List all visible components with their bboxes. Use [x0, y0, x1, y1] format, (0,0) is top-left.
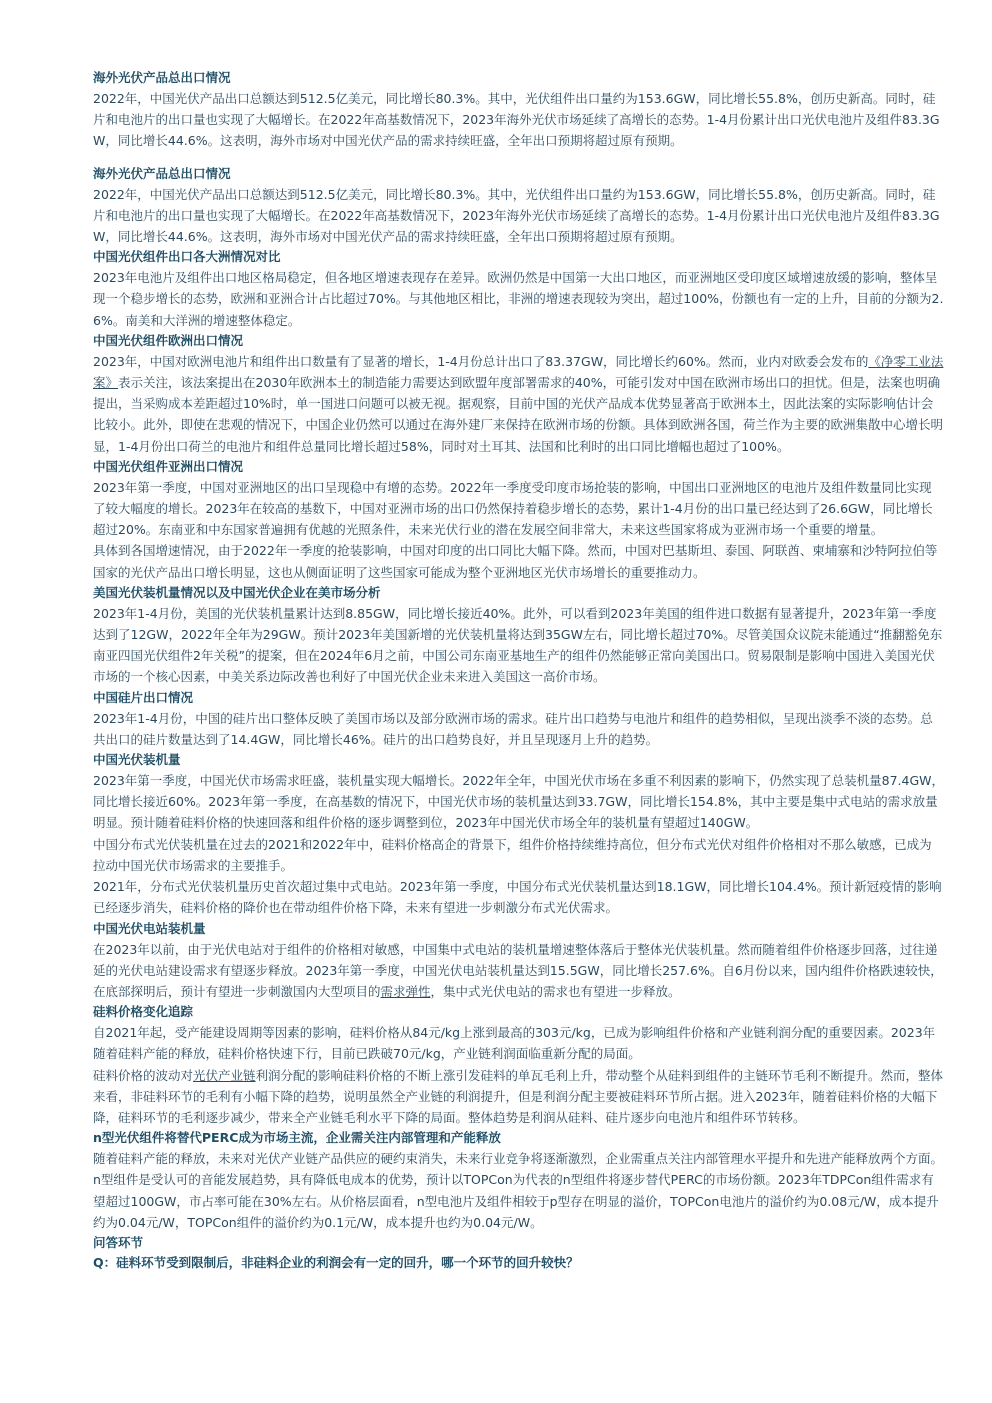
question: Q：硅料环节受到限制后，非硅料企业的利润会有一定的回升，哪一个环节的回升较快？: [93, 1254, 579, 1270]
paragraph: 2023年第一季度，中国对亚洲地区的出口呈现稳中有增的态势。2022年一季度受印度市场抢装的影响，中国出口亚洲地区的电池片及组件数量同比实现了较大幅度的增长。2023年在较高的基数下，中国对亚洲市场的出口仍然保持着稳步增长的态势，累计1-4月份的出口量已经达到了26.6GW，同比增长超过20%。东南亚和中东国家普遍拥有优越的光照条件，未来光伏行业的潜在发展空间非常大，未来这些国家将成为亚洲市场一个重要的增量。: [93, 479, 933, 538]
paragraph: 2022年，中国光伏产品出口总额达到512.5亿美元，同比增长80.3%。其中，光伏组件出口量约为153.6GW，同比增长55.8%，创历史新高。同时，硅片和电池片的出口量也实现了大幅增长。在2022年高基数情况下，2023年海外光伏市场延续了高增长的态势。1-4月份累计出口光伏电池片及组件83.3GW，同比增长44.6%。这表明，海外市场对中国光伏产品的需求持续旺盛，全年出口预期将超过原有预期。: [93, 91, 940, 149]
section-title: 海外光伏产品总出口情况: [93, 70, 231, 85]
section-wafer-export: [93, 688, 944, 750]
paragraph: 自2021年起，受产能建设周期等因素的影响，硅料价格从84元/kg上涨到最高的303元/kg，已成为影响组件价格和产业链利润分配的重要因素。2023年随着硅料产能的释放，硅料价格快速下行，目前已跌破70元/kg，产业链利润面临重新分配的局面。: [93, 1025, 936, 1062]
section-title: 中国光伏组件亚洲出口情况: [93, 458, 244, 474]
paragraph: [93, 1065, 944, 1129]
paragraph: 2023年第一季度，中国光伏市场需求旺盛，装机量实现大幅增长。2022年全年，中国光伏市场在多重不利因素的影响下，仍然实现了总装机量87.4GW，同比增长接近60%。2023年第一季度，在高基数的情况下，中国光伏市场的装机量达到33.7GW，同比增长154.8%，其中主要是集中式电站的需求放量明显。预计随着硅料价格的快速回落和组件价格的逐步调整到位，2023年中国光伏市场全年的装机量有望超过140GW。: [93, 773, 945, 831]
section-us-market: [93, 583, 944, 688]
section-polysilicon-price: [93, 1002, 944, 1128]
section-n-type-modules: [93, 1128, 944, 1233]
text-run: 硅料价格的波动对: [93, 1067, 194, 1083]
section-power-station: [93, 919, 944, 1003]
text-run: 利润分配的影响硅料价格的不断上涨引发硅料的单瓦毛利上升，带动整个从硅料到组件的主链环节毛利不断提升。然而，整体来看，非硅料环节的毛利有小幅下降的趋势，说明虽然全产业链的利润提升，但是利润分配主要被硅料环节所占据。进入2023年，随着硅料价格的大幅下降，硅料环节的毛利逐步减少，带来全产业链毛利水平下降的局面。整体趋势是利润从硅料、硅片逐步向电池片和组件环节转移。: [93, 1067, 944, 1125]
net-zero-industry-act-link[interactable]: 《净零工业法案》: [93, 353, 944, 391]
pv-industry-chain-link[interactable]: 光伏产业链: [193, 1067, 256, 1083]
paragraph: 2022年，中国光伏产品出口总额达到512.5亿美元，同比增长80.3%。其中，光伏组件出口量约为153.6GW，同比增长55.8%，创历史新高。同时，硅片和电池片的出口量也实现了大幅增长。在2022年高基数情况下，2023年海外光伏市场延续了高增长的态势。1-4月份累计出口光伏电池片及组件83.3GW，同比增长44.6%。这表明，海外市场对中国光伏产品的需求持续旺盛，全年出口预期将超过原有预期。: [93, 186, 940, 245]
section-china-installation: [93, 750, 944, 918]
section-qa: [93, 1233, 944, 1273]
paragraph: 2023年电池片及组件出口地区格局稳定，但各地区增速表现存在差异。欧洲仍然是中国第一大出口地区，而亚洲地区受印度区域增速放缓的影响，整体呈现一个稳步增长的态势，欧洲和亚洲合计占比超过70%。与其他地区相比，非洲的增速表现较为突出，超过100%，份额也有一定的上升，目前的分额为2.6%。南美和大洋洲的增速整体稳定。: [93, 270, 944, 328]
section-title: 美国光伏装机量情况以及中国光伏企业在美市场分析: [93, 584, 381, 600]
section-title: 问答环节: [93, 1234, 144, 1250]
text-run: 表示关注，该法案提出在2030年欧洲本土的制造能力需要达到欧盟年度部署需求的40%，可能引发对中国在欧洲市场出口的担忧。但是，法案也明确提出，当采购成本差距超过10%时，单一国进口问题可以被无视。据观察，目前中国的光伏产品成本优势显著高于欧洲本土，因此法案的实际影响估计会比较小。此外，即使在悲观的情况下，中国企业仍然可以通过在海外建厂来保持在欧洲市场的份额。具体到欧洲各国，荷兰作为主要的欧洲集散中心增长明显，1-4月份出口荷兰的电池片和组件总量同比增长超过58%，同时对土耳其、法国和比利时的出口同比增幅也超过了100%。: [93, 375, 944, 454]
text-run: 2023年，中国对欧洲电池片和组件出口数量有了显著的增长，1-4月份总计出口了83.37GW，同比增长约60%。然而，业内对欧委会发布的: [93, 353, 869, 369]
section-title: 中国硅片出口情况: [93, 689, 194, 705]
section-continent-comparison: [93, 247, 944, 331]
section-asia-export: [93, 457, 944, 583]
paragraph: 2021年，分布式光伏装机量历史首次超过集中式电站。2023年第一季度，中国分布式光伏装机量达到18.1GW，同比增长104.4%。预计新冠疫情的影响已经逐步消失，硅料价格的降价也在带动组件价格下降，未来有望进一步刺激分布式光伏需求。: [93, 879, 942, 916]
paragraph: 随着硅料产能的释放，未来对光伏产业链产品供应的硬约束消失，未来行业竞争将逐渐激烈，企业需重点关注内部管理水平提升和先进产能释放两个方面。n型组件是受认可的音能发展趋势，具有降低电成本的优势，预计以TOPCon为代表的n型组件将逐步替代PERC的市场份额。2023年TDPCon组件需求有望超过100GW，市占率可能在30%左右。从价格层面看，n型电池片及组件相较于p型存在明显的溢价，TOPCon电池片的溢价约为0.08元/W，成本提升约为0.04元/W，TOPCon组件的溢价约为0.1元/W，成本提升也约为0.04元/W。: [93, 1151, 944, 1230]
paragraph: 2023年1-4月份，美国的光伏装机量累计达到8.85GW，同比增长接近40%。此外，可以看到2023年美国的组件进口数据有显著提升，2023年第一季度达到了12GW，2022年全年为29GW。预计2023年美国新增的光伏装机量将达到35GW左右，同比增长超过70%。尽管美国众议院未能通过“推翻豁免东南亚四国光伏组件2年关税”的提案，但在2024年6月之前，中国公司东南亚基地生产的组件仍然能够正常向美国出口。贸易限制是影响中国进入美国光伏市场的一个核心因素，中美关系边际改善也利好了中国光伏企业未来进入美国这一高价市场。: [93, 605, 943, 685]
section-title: 中国光伏装机量: [93, 752, 181, 768]
section-title: n型光伏组件将替代PERC成为市场主流，企业需关注内部管理和产能释放: [93, 1130, 501, 1146]
section-overseas-export-2: [93, 164, 944, 248]
paragraph: 中国分布式光伏装机量在过去的2021和2022年中，硅料价格高企的背景下，组件价格持续维持高位，但分布式光伏对组件价格相对不那么敏感，已成为拉动中国光伏市场需求的主要推手。: [93, 836, 932, 873]
spacer: [93, 152, 944, 164]
text-run: 在2023年以前，由于光伏电站对于组件的价格相对敏感，中国集中式电站的装机量增速整体落后于整体光伏装机量。然而随着组件价格逐步回落，过往递延的光伏电站建设需求有望逐步释放。2023年第一季度，中国光伏电站装机量达到15.5GW，同比增长257.6%。自6月份以来，国内组件价格跌速较快，在底部探明后，预计有望进一步刺激国内大型项目的: [93, 941, 943, 999]
section-title: 中国光伏组件欧洲出口情况: [93, 332, 244, 348]
paragraph: [93, 351, 944, 457]
paragraph: [93, 939, 944, 1003]
section-title: 海外光伏产品总出口情况: [93, 165, 231, 181]
section-europe-export: [93, 331, 944, 457]
section-overseas-export-1: [93, 68, 944, 152]
section-title: 中国光伏组件出口各大洲情况对比: [93, 249, 281, 265]
section-title: 硅料价格变化追踪: [93, 1004, 194, 1020]
paragraph: 具体到各国增速情况，由于2022年一季度的抢装影响，中国对印度的出口同比大幅下降。然而，中国对巴基斯坦、泰国、阿联酋、柬埔寨和沙特阿拉伯等国家的光伏产品出口增长明显，这也从侧面证明了这些国家可能成为整个亚洲地区光伏市场增长的重要推动力。: [93, 543, 938, 580]
section-title: 中国光伏电站装机量: [93, 920, 206, 936]
demand-elasticity-link[interactable]: 需求弹性: [380, 983, 431, 999]
text-run: ，集中式光伏电站的需求也有望进一步释放。: [430, 983, 681, 999]
paragraph: 2023年1-4月份，中国的硅片出口整体反映了美国市场以及部分欧洲市场的需求。硅片出口趋势与电池片和组件的趋势相似，呈现出淡季不淡的态势。总共出口的硅片数量达到了14.4GW，同比增长46%。硅片的出口趋势良好，并且呈现逐月上升的趋势。: [93, 710, 933, 747]
